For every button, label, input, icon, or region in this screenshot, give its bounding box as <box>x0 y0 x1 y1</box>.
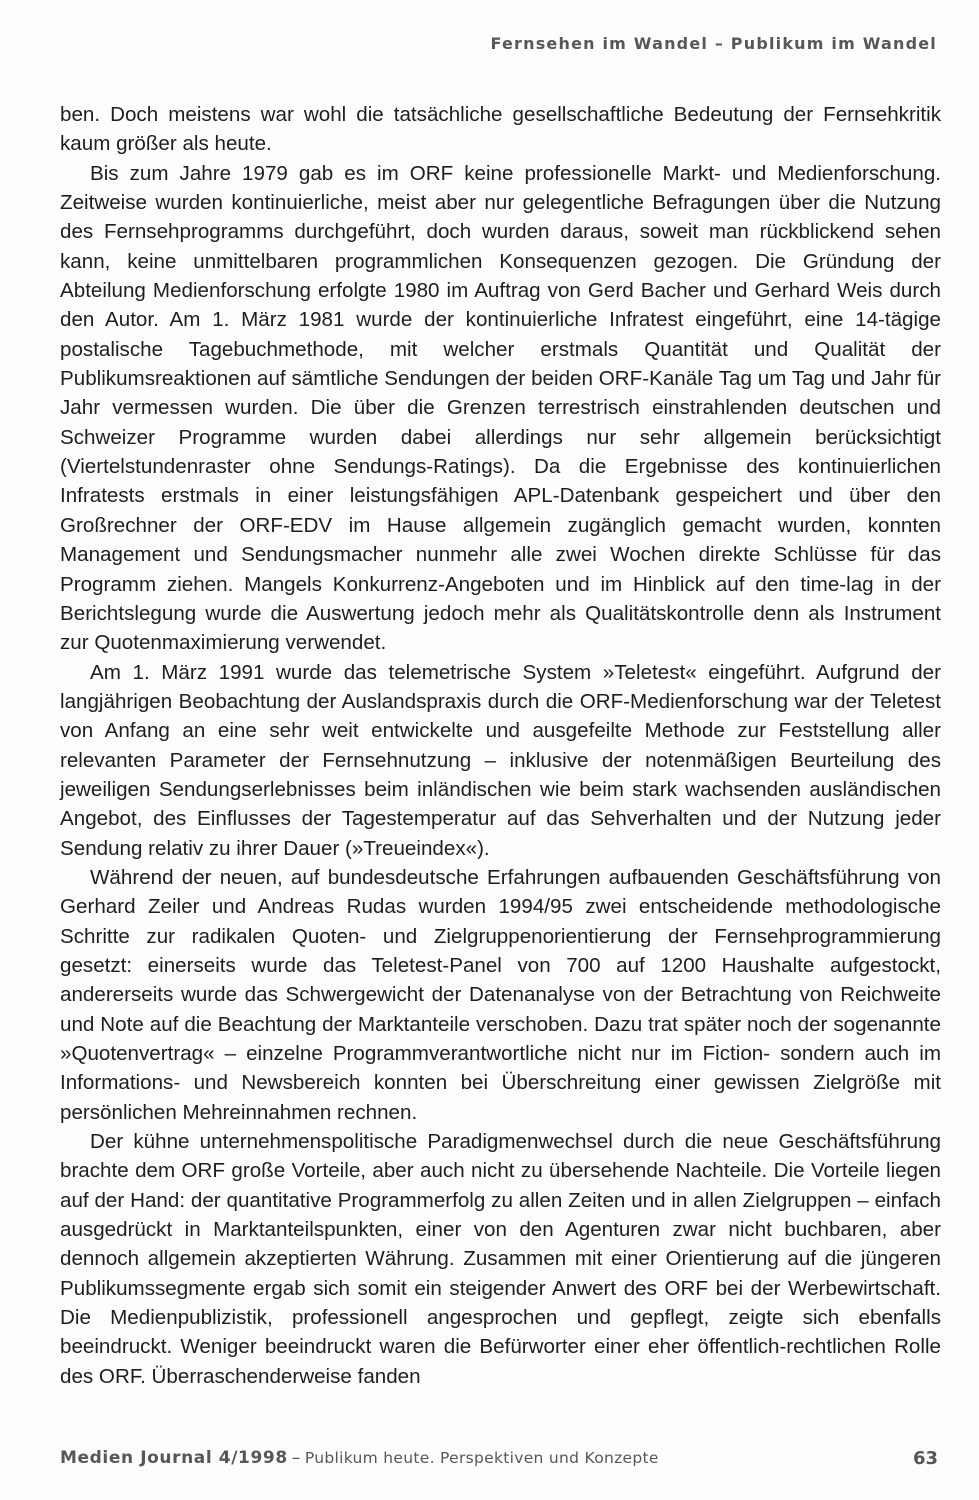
issue-title: Publikum heute. Perspektiven und Konzepte <box>304 1449 659 1467</box>
footer-separator: – <box>291 1448 301 1468</box>
page-number: 63 <box>912 1448 938 1469</box>
journal-name: Medien Journal 4/1998 <box>60 1448 288 1468</box>
paragraph-4: Während der neuen, auf bundesdeutsche Erfahrungen aufbauenden Geschäftsführung von Gerhard Zeiler und Andreas Rudas wurden 1994/95 zwei entscheidende methodologische Schritte zur radikalen Quoten- und Zielgruppenorientierung der Fernsehprogrammierung gesetzt: einerseits wurde das Teletest-Panel von 700 auf 1200 Haushalte aufgestockt, andererseits wurde das Schwergewicht der Datenanalyse von der Betrachtung von Reichweite und Note auf die Beachtung der Marktanteile verschoben. Dazu trat später noch der sogenannte »Quotenvertrag« – einzelne Programmverantwortliche nicht nur im Fiction- sondern auch im Informations- und Newsbereich konnten bei Überschreitung einer gewissen Zielgröße mit persönlichen Mehreinnahmen rechnen. <box>60 865 941 1124</box>
paragraph-5: Der kühne unternehmenspolitische Paradigmenwechsel durch die neue Geschäftsführung brachte dem ORF große Vorteile, aber auch nicht zu übersehende Nachteile. Die Vorteile liegen auf der Hand: der quantitative Programmerfolg zu allen Zeiten und in allen Zielgruppen – einfach ausgedrückt in Marktanteilspunkten, einer von den Agenturen zwar nicht buchbaren, aber dennoch allgemein akzeptierten Währung. Zusammen mit einer Orientierung auf die jüngeren Publikumssegmente ergab sich somit ein steigender Anwert des ORF bei der Werbewirtschaft. Die Medienpublizistik, professionell angesprochen und gepflegt, zeigte sich ebenfalls beeindruckt. Weniger beeindruckt waren die Befürworter einer eher öffentlich-rechtlichen Rolle des ORF. Überraschenderweise fanden <box>60 1130 941 1388</box>
paragraph-2: Bis zum Jahre 1979 gab es im ORF keine professionelle Markt- und Medienforschung. Zeitweise wurden kontinuierliche, meist aber nur gelegentliche Befragungen über die Nutzung des Fernsehprogramms durchgeführt, doch wurden daraus, soweit man rückblickend sehen kann, keine unmittelbaren programmlichen Konsequenzen gezogen. Die Gründung der Abteilung Medienforschung erfolgte 1980 im Auftrag von Gerd Bacher und Gerhard Weis durch den Autor. Am 1. März 1981 wurde der kontinuierliche Infratest eingeführt, eine 14-tägige postalische Tagebuchmethode, mit welcher erstmals Quantität und Qualität der Publikumsreaktionen auf sämtliche Sendungen der beiden ORF-Kanäle Tag um Tag und Jahr für Jahr vermessen wurden. Die über die Grenzen terrestrisch einstrahlenden deutschen und Schweizer Programme wurden dabei allerdings nur sehr allgemein berücksichtigt (Viertelstundenraster ohne Sendungs-Ratings). Da die Ergebnisse des kontinuierlichen Infratests erstmals in einer leistungsfähigen APL-Datenbank gespeichert und über den Großrechner der ORF-EDV im Hause allgemein zugänglich gemacht wurden, konnten Management und Sendungsmacher nunmehr alle zwei Wochen direkte Schlüsse für das Programm ziehen. Mangels Konkurrenz-Angeboten und im Hinblick auf den time-lag in der Berichtslegung wurde die Auswertung jedoch mehr als Qualitätskontrolle denn als Instrument zur Quotenmaximierung verwendet. <box>60 161 941 655</box>
paragraph-1: ben. Doch meistens war wohl die tatsächliche gesellschaftliche Bedeutung der Fernsehkritik kaum größer als heute. <box>60 103 941 156</box>
page-footer <box>60 1448 940 1478</box>
running-head: Fernsehen im Wandel – Publikum im Wandel <box>490 34 937 53</box>
footer-line <box>60 1448 659 1468</box>
paragraph-3: Am 1. März 1991 wurde das telemetrische System »Teletest« eingeführt. Aufgrund der langjährigen Beobachtung der Auslandspraxis durch die ORF-Medienforschung war der Teletest von Anfang an eine sehr weit entwickelte und ausgefeilte Methode zur Feststellung aller relevanten Parameter der Fernsehnutzung – inklusive der notenmäßigen Beurteilung des jeweiligen Sendungserlebnisses beim inländischen wie beim stark wachsenden ausländischen Angebot, des Einflusses der Tagestemperatur auf das Sehverhalten und der Nutzung jeder Sendung relativ zu ihrer Dauer (»Treueindex«). <box>60 660 941 860</box>
body-text <box>60 100 941 1391</box>
